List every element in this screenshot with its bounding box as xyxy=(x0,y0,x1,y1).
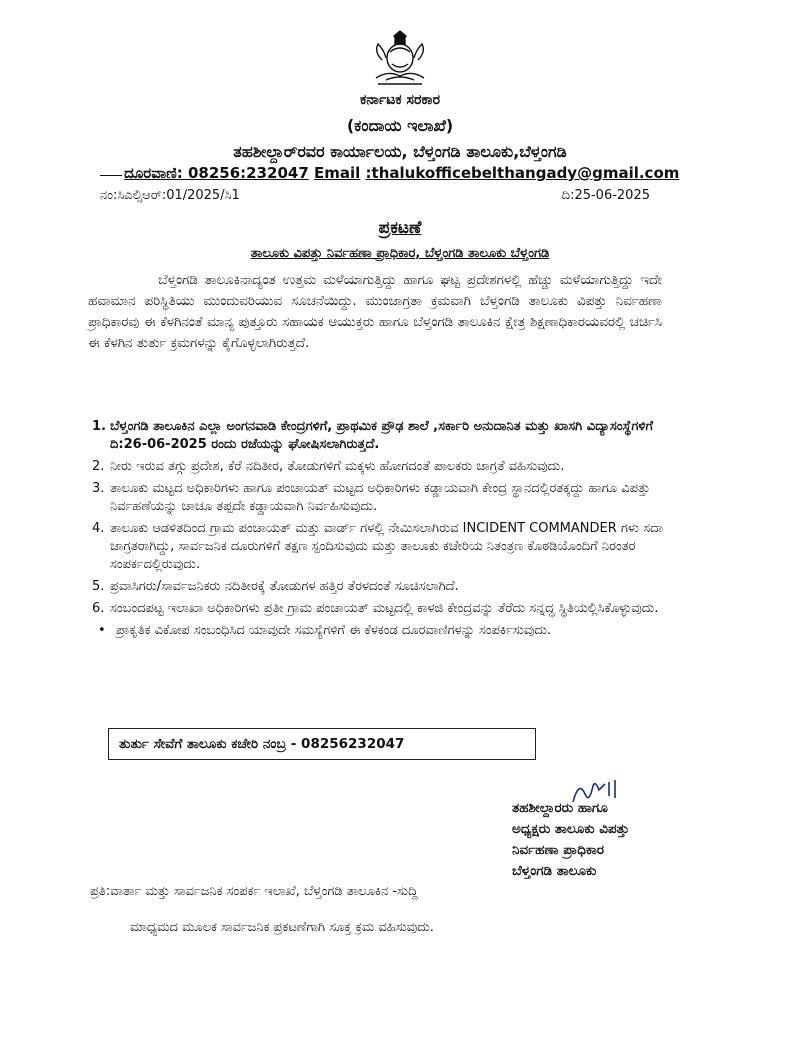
list-item-number: 1. xyxy=(92,419,106,434)
signatory-taluk: ಬೆಳ್ತಂಗಡಿ ತಾಲೂಕು xyxy=(512,863,597,879)
state-emblem-icon xyxy=(368,30,432,88)
bullet-icon: • xyxy=(98,623,106,638)
list-item xyxy=(92,578,692,596)
list-item-text: ಬೆಳ್ತಂಗಡಿ ತಾಲೂಕಿನ ಎಲ್ಲಾ ಅಂಗನವಾಡಿ ಕೇಂದ್ರಗಳಿಗೆ, ಪ್ರಾಥಮಿಕ ಪ್ರೌಢ ಶಾಲೆ ,ಸರ್ಕಾರಿ ಅನುದಾನಿತ ಮತ್ತು ಖಾಸಗಿ ವಿದ್ಯಾಸಂಸ್ಥೆಗಳಿಗೆ ದಿ:26-06-2025 ರಂದು ರಜೆಯನ್ನು ಘೋಷಿಸಲಾಗಿರುತ್ತದೆ. xyxy=(110,419,653,452)
email-label: Email xyxy=(314,164,361,182)
copy-to-instruction: ಮಾಧ್ಯಮದ ಮೂಲಕ ಸಾರ್ವಜನಿಕ ಪ್ರಕಟಣೆಗಾಗಿ ಸೂಕ್ತ ಕ್ರಮ ವಹಿಸುವುದು. xyxy=(130,920,434,935)
list-item-text: ತಾಲೂಕು ಆಡಳಿತದಿಂದ ಗ್ರಾಮ ಪಂಚಾಯತ್ ಮತ್ತು ವಾರ್ಡ್ ಗಳಲ್ಲಿ ನೇಮಿಸಲಾಗಿರುವ INCIDENT COMMANDER ಗಳು ಸದಾ ಜಾಗ್ರತರಾಗಿದ್ದು, ಸಾರ್ವಜನಿಕ ದೂರುಗಳಿಗೆ ತಕ್ಷಣ ಸ್ಪಂದಿಸುವುದು ಮತ್ತು ತಾಲೂಕು ಕಚೇರಿಯ ನಿತಂತ್ರಣ ಕೊಠಡಿಯೊಂದಿಗೆ ನಿರಂತರ ಸಂಪರ್ಕದಲ್ಲಿರುವುದು. xyxy=(110,521,664,572)
signatory-designation: ಅಧ್ಯಕ್ಷರು ತಾಲೂಕು ವಿಪತ್ತು xyxy=(512,821,630,837)
list-item-text: ಸಂಬಂದಪಟ್ಟ ಇಲಾಖಾ ಅಧಿಕಾರಿಗಳು ಪ್ರತೀ ಗ್ರಾಮ ಪಂಚಾಯತ್ ಮಟ್ಟದಲ್ಲಿ ಕಾಳಜಿ ಕೇಂದ್ರವನ್ನು ತೆರೆದು ಸನ್ನದ್ಧ ಸ್ಥಿತಿಯಲ್ಲಿಸಿಕೊಳ್ಳುವುದು. xyxy=(110,601,659,616)
list-item-text: ಪ್ರವಾಸಿಗರು/ಸಾರ್ವಜನಿಕರು ನದಿತೀರಕ್ಕೆ ತೋಡುಗಳ ಹತ್ತಿರ ತೆರಳದಂತೆ ಸೂಚಿಸಲಾಗಿದೆ. xyxy=(110,579,459,594)
list-item xyxy=(92,480,692,516)
signature-block xyxy=(512,798,712,882)
list-item xyxy=(92,458,692,476)
list-item-number: 3. xyxy=(92,481,105,496)
signatory-authority: ನಿರ್ವಹಣಾ ಪ್ರಾಧಿಕಾರ xyxy=(512,842,604,858)
list-item-text: ನೀರು ಇರುವ ತಗ್ಗು ಪ್ರದೇಶ, ಕೆರೆ ನದಿತೀರ, ತೋಡುಗಳಿಗೆ ಮಕ್ಕಳು ಹೋಗದಂತೆ ಪಾಲಕರು ಜಾಗ್ರತೆ ವಹಿಸುವುದು. xyxy=(110,459,565,474)
list-item xyxy=(92,520,692,574)
list-item-number: 2. xyxy=(92,459,105,474)
copy-to-line: ಪ್ರತಿ:ವಾರ್ತಾ ಮತ್ತು ಸಾರ್ವಜನಿಕ ಸಂಪರ್ಕ ಇಲಾಖೆ, ಬೆಳ್ತಂಗಡಿ ತಾಲೂಕಿನ -ಸುದ್ದಿ xyxy=(90,884,418,899)
notice-title: ಪ್ರಕಟಣೆ xyxy=(378,218,422,238)
list-item-number: 4. xyxy=(92,521,105,536)
list-item xyxy=(92,600,692,618)
list-item-text: ಪ್ರಾಕೃತಿಕ ವಿಕೋಪ ಸಂಬಂಧಿಸಿದ ಯಾವುದೇ ಸಮಸ್ಯೆಗಳಿಗೆ ಈ ಕೆಳಕಂಡ ದೂರವಾಣಿಗಳನ್ನು ಸಂಪರ್ಕಿಸುವುದು. xyxy=(116,623,552,638)
department-name: (ಕಂದಾಯ ಇಲಾಖೆ) xyxy=(346,116,454,135)
contact-line xyxy=(100,164,679,182)
reference-number: ನಂ:ಸಿಎಲ್ಸಿಆರ್:01/2025/ಸಿ1 xyxy=(100,188,240,203)
notice-subject: ತಾಲೂಕು ವಿಪತ್ತು ನಿರ್ವಹಣಾ ಪ್ರಾಧಿಕಾರ, ಬೆಳ್ತಂಗಡಿ ತಾಲೂಕು ಬೆಳ್ತಂಗಡಿ xyxy=(250,246,550,261)
body-paragraph: ಬೆಳ್ತಂಗಡಿ ತಾಲೂಕಿನಾದ್ಯಂತ ಉತ್ತಮ ಮಳೆಯಾಗುತ್ತಿದ್ದು ಹಾಗೂ ಘಟ್ಟ ಪ್ರದೇಶಗಳಲ್ಲಿ ಹೆಚ್ಚು ಮಳೆಯಾಗುತ್ತಿದ್ದು ಇದೇ ಹವಾಮಾನ ಪರಿಸ್ಥಿತಿಯು ಮುಂದುವರಿಯುವ ಸೂಚನೆಯಿದ್ದು. ಮುಂಜಾಗ್ರತಾ ಕ್ರಮವಾಗಿ ಬೆಳ್ತಂಗಡಿ ತಾಲೂಕು ವಿಪತ್ತು ನಿರ್ವಹಣಾ ಪ್ರಾಧಿಕಾರವು ಈ ಕೆಳಗಿನಂತೆ ಮಾನ್ಯ ಪುತ್ತೂರು ಸಹಾಯಕ ಆಯುಕ್ತರು ಹಾಗೂ ಬೆಳ್ತಂಗಡಿ ತಾಲೂಕಿನ ಕ್ಷೇತ್ರ ಶಿಕ್ಷಣಾಧಿಕಾರಯವರಲ್ಲಿ ಚರ್ಚಿಸಿ ಈ ಕೆಳಗಿನ ತುರ್ತು ಕ್ರಮಗಳನ್ನು ಕೈಗೊಳ್ಳಲಾಗಿರುತ್ತದೆ. xyxy=(88,273,662,351)
list-item xyxy=(92,622,692,640)
phone-number: ದೂರವಾಣಿ: 08256:232047 xyxy=(124,164,309,182)
notice-date: ದಿ:25-06-2025 xyxy=(561,188,650,203)
email-address: :thalukofficebelthangady@gmail.com xyxy=(365,164,680,182)
signatory-title: ತಹಶೀಲ್ದಾರರು ಹಾಗೂ xyxy=(512,800,608,816)
office-name: ತಹಶೀಲ್ದಾರ್‌ರವರ ಕಾರ್ಯಾಲಯ, ಬೆಳ್ತಂಗಡಿ ತಾಲೂಕು,ಬೆಳ್ತಂಗಡಿ xyxy=(233,142,567,161)
list-item-number: 5. xyxy=(92,579,105,594)
list-item xyxy=(92,418,692,454)
list-item-number: 6. xyxy=(92,601,105,616)
list-item-text: ತಾಲೂಕು ಮಟ್ಟದ ಅಧಿಕಾರಿಗಳು ಹಾಗೂ ಪಂಚಾಯತ್ ಮಟ್ಟದ ಅಧಿಕಾರಿಗಳು ಕಡ್ಡಾಯವಾಗಿ ಕೇಂದ್ರ ಸ್ಥಾನದಲ್ಲಿರತಕ್ಕದ್ದು ಹಾಗೂ ವಿಪತ್ತು ನಿರ್ವಹಣೆಯನ್ನು ಚಾಚೂ ತಪ್ಪದೇ ಕಡ್ಡಾಯವಾಗಿ ನಿರ್ವಹಿಸುವುದು. xyxy=(110,481,651,514)
action-list xyxy=(92,418,692,644)
divider xyxy=(100,175,122,176)
emergency-contact-box: ತುರ್ತು ಸೇವೆಗೆ ತಾಲೂಕು ಕಚೇರಿ ನಂಬ್ರ - 08256232047 xyxy=(108,728,536,760)
government-name: ಕರ್ನಾಟಕ ಸರಕಾರ xyxy=(359,92,441,108)
